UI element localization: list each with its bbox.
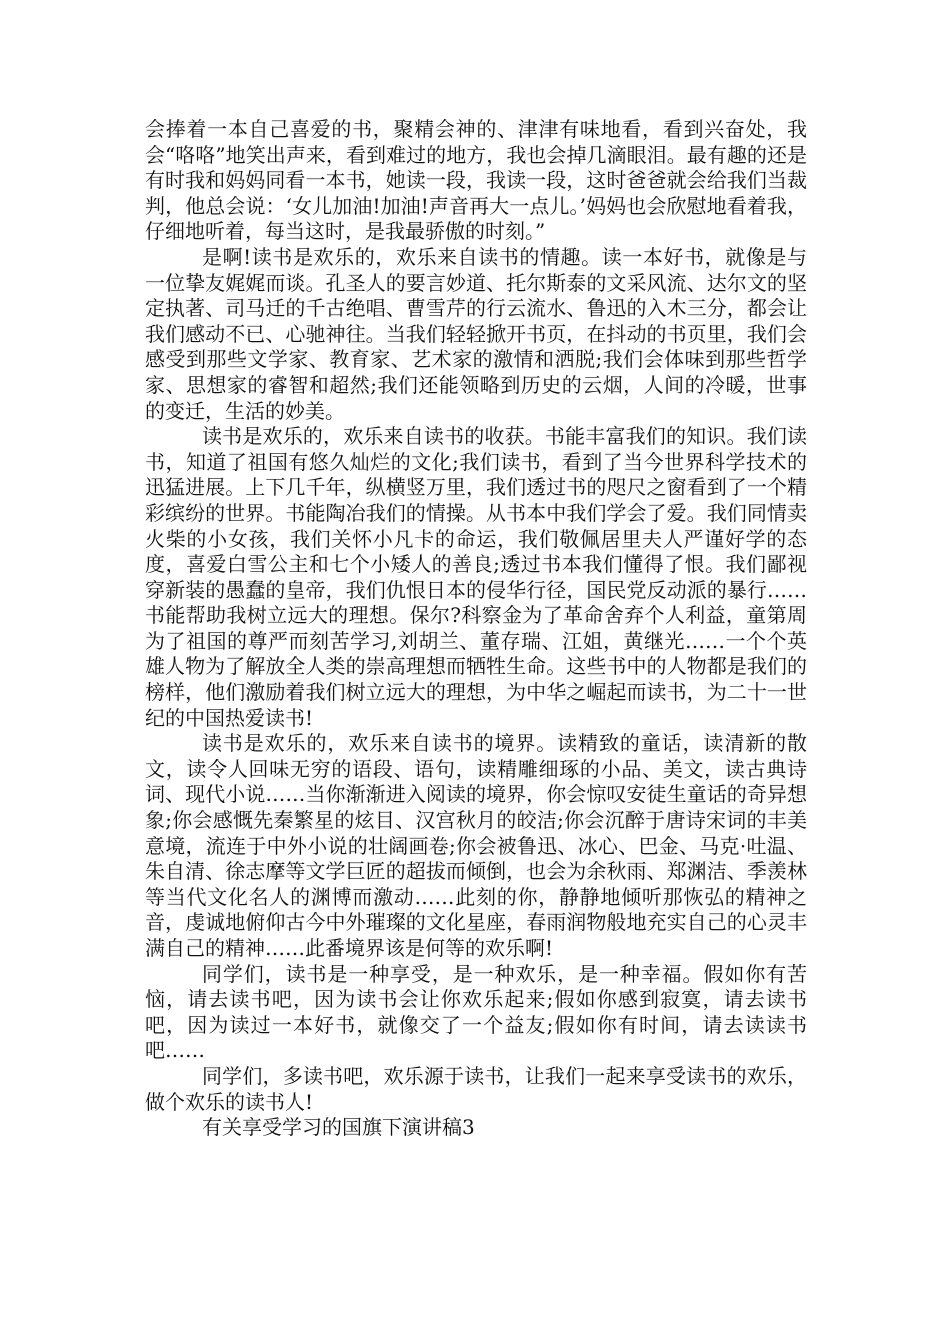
paragraph-closing: 同学们，多读书吧，欢乐源于读书，让我们一起来享受读书的欢乐，做个欢乐的读书人! (145, 1063, 807, 1114)
paragraph-joy-of-realm: 读书是欢乐的，欢乐来自读书的境界。读精致的童话，读清新的散文，读令人回味无穷的语段、语句，读精雕细琢的小品、美文，读古典诗词、现代小说……当你渐渐进入阅读的境界，你会惊叹安徒生童话的奇异想象;你会感慨先秦繁星的炫目、汉宫秋月的皎洁;你会沉醉于唐诗宋词的丰美意境，流连于中外小说的壮阔画卷;你会被鲁迅、冰心、巴金、马克·吐温、朱自清、徐志摩等文学巨匠的超拔而倾倒，也会为余秋雨、郑渊洁、季羡林等当代文化名人的渊博而激动……此刻的你，静静地倾听那恢弘的精神之音，虔诚地俯仰古今中外璀璨的文化星座，春雨润物般地充实自己的心灵丰满自己的精神……此番境界该是何等的欢乐啊! (145, 731, 807, 960)
paragraph-continuation: 会捧着一本自己喜爱的书，聚精会神的、津津有味地看，看到兴奋处，我会“咯咯”地笑出声来，看到难过的地方，我也会掉几滴眼泪。最有趣的还是有时我和妈妈同看一本书，她读一段，我读一段，这时爸爸就会给我们当裁判，他总会说：‘女儿加油!加油!声音再大一点儿。’妈妈也会欣慰地看着我，仔细地听着，每当这时，是我最骄傲的时刻。” (145, 117, 807, 244)
paragraph-call-to-read: 同学们，读书是一种享受，是一种欢乐，是一种幸福。假如你有苦恼，请去读书吧，因为读书会让你欢乐起来;假如你感到寂寞，请去读书吧，因为读过一本好书，就像交了一个益友;假如你有时间，请去读读书吧…… (145, 961, 807, 1063)
document-body (145, 117, 807, 1141)
paragraph-joy-of-interest: 是啊!读书是欢乐的，欢乐来自读书的情趣。读一本好书，就像是与一位挚友娓娓而谈。孔圣人的要言妙道、托尔斯泰的文采风流、达尔文的坚定执著、司马迁的千古绝唱、曹雪芹的行云流水、鲁迅的入木三分，都会让我们感动不已、心驰神往。当我们轻轻掀开书页，在抖动的书页里，我们会感受到那些文学家、教育家、艺术家的激情和洒脱;我们会体味到那些哲学家、思想家的睿智和超然;我们还能领略到历史的云烟，人间的冷暖，世事的变迁，生活的妙美。 (145, 244, 807, 423)
next-speech-title: 有关享受学习的国旗下演讲稿3 (202, 1115, 475, 1140)
paragraph-joy-of-gains: 读书是欢乐的，欢乐来自读书的收获。书能丰富我们的知识。我们读书，知道了祖国有悠久灿烂的文化;我们读书，看到了当今世界科学技术的迅猛进展。上下几千年，纵横竖万里，我们透过书的咫尺之窗看到了一个精彩缤纷的世界。书能陶冶我们的情操。从书本中我们学会了爱。我们同情卖火柴的小女孩，我们关怀小凡卡的命运，我们敬佩居里夫人严谨好学的态度，喜爱白雪公主和七个小矮人的善良;透过书本我们懂得了恨。我们鄙视穿新装的愚蠢的皇帝，我们仇恨日本的侵华行径，国民党反动派的暴行……书能帮助我树立远大的理想。保尔?科察金为了革命舍弃个人利益，童第周为了祖国的尊严而刻苦学习,刘胡兰、董存瑞、江姐，黄继光……一个个英雄人物为了解放全人类的崇高理想而牺牲生命。这些书中的人物都是我们的榜样，他们激励着我们树立远大的理想，为中华之崛起而读书，为二十一世纪的中国热爱读书! (145, 424, 807, 730)
